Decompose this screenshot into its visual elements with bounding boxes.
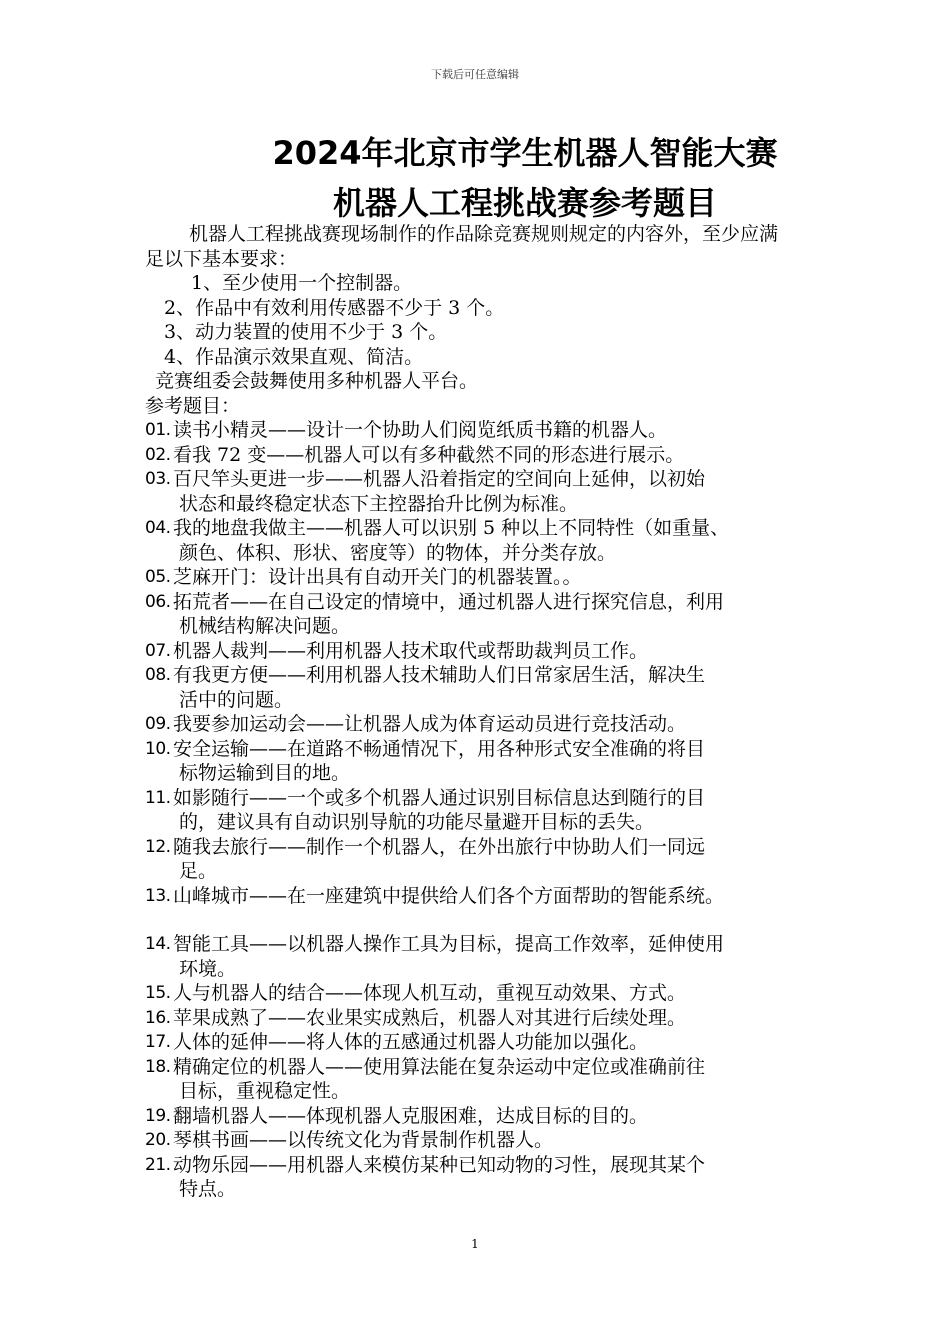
topic-item <box>145 1153 895 1202</box>
topic-text: 读书小精灵——设计一个协助人们阅览纸质书籍的机器人。 <box>173 419 668 441</box>
topic-item <box>145 1128 895 1153</box>
topic-number: 12. <box>145 836 171 857</box>
title-line-2: 机器人工程挑战赛参考题目 <box>332 184 717 222</box>
topic-text: 琴棋书画——以传统文化为背景制作机器人。 <box>173 1129 554 1151</box>
topic-item <box>145 1104 895 1129</box>
topic-text: 山峰城市——在一座建筑中提供给人们各个方面帮助的智能系统。 <box>173 884 725 907</box>
topic-text-continued: 足。 <box>179 860 218 882</box>
topic-text-continued: 活中的问题。 <box>179 688 294 711</box>
topic-item <box>145 1030 895 1055</box>
topic-text: 苹果成熟了——农业果实成熟后，机器人对其进行后续处理。 <box>173 1006 687 1029</box>
topic-item <box>145 443 895 468</box>
topic-text: 安全运输——在道路不畅通情况下，用各种形式安全准确的将目 <box>173 737 706 760</box>
topic-item <box>145 786 895 835</box>
topic-text: 我要参加运动会——让机器人成为体育运动员进行竞技活动。 <box>173 713 687 735</box>
topic-item <box>145 1055 895 1104</box>
topic-item <box>145 565 895 590</box>
topic-text: 翻墙机器人——体现机器人克服困难，达成目标的目的。 <box>173 1104 649 1127</box>
topic-text: 百尺竿头更进一步——机器人沿着指定的空间向上延伸，以初始 <box>173 468 706 490</box>
topic-number: 02. <box>145 444 171 465</box>
title-line-1: 2024年北京市学生机器人智能大赛 <box>272 134 778 172</box>
intro-line-2: 足以下基本要求： <box>145 247 298 270</box>
document-body <box>145 222 895 1202</box>
topic-item <box>145 737 895 786</box>
topic-text: 有我更方便——利用机器人技术辅助人们日常家居生活，解决生 <box>173 664 706 686</box>
topics-list <box>145 418 895 1202</box>
topic-number: 13. <box>145 885 171 906</box>
topic-number: 04. <box>145 518 171 538</box>
topic-text: 拓荒者——在自己设定的情境中，通过机器人进行探究信息，利用 <box>173 590 725 613</box>
page-number: 1 <box>471 1237 479 1251</box>
topic-number: 08. <box>145 665 171 685</box>
requirement-item: 4、作品演示效果直观、简洁。 <box>164 345 424 368</box>
topic-item <box>145 639 895 664</box>
topic-item <box>145 663 895 712</box>
topic-text-continued: 特点。 <box>179 1178 237 1200</box>
topic-text-continued: 机械结构解决问题。 <box>179 615 351 637</box>
topic-text: 人体的延伸——将人体的五感通过机器人功能加以强化。 <box>173 1031 649 1053</box>
topic-number: 10. <box>145 738 171 759</box>
topic-number: 16. <box>145 1007 171 1028</box>
topic-number: 17. <box>145 1032 171 1052</box>
topic-text: 看我 72 变——机器人可以有多种截然不同的形态进行展示。 <box>173 443 685 466</box>
requirement-item: 2、作品中有效利用传感器不少于 3 个。 <box>164 296 505 319</box>
topic-number: 03. <box>145 469 171 489</box>
topic-item <box>145 467 895 516</box>
topic-text-continued: 状态和最终稳定状态下主控器抬升比例为标准。 <box>179 492 579 515</box>
topic-text: 动物乐园——用机器人来模仿某种已知动物的习性，展现其某个 <box>173 1153 706 1176</box>
topic-text: 人与机器人的结合——体现人机互动，重视互动效果、方式。 <box>173 982 687 1004</box>
topic-item <box>145 932 895 981</box>
topic-item <box>145 884 895 909</box>
topic-text: 精确定位的机器人——使用算法能在复杂运动中定位或准确前往 <box>173 1055 706 1078</box>
requirement-item: 1、至少使用一个控制器。 <box>191 272 413 294</box>
topic-number: 11. <box>145 787 171 808</box>
topic-number: 20. <box>145 1130 171 1150</box>
topic-number: 07. <box>145 640 171 661</box>
topic-number: 01. <box>145 420 171 440</box>
topic-number: 09. <box>145 714 171 734</box>
topic-text: 智能工具——以机器人操作工具为目标，提高工作效率，延伸使用 <box>173 933 725 955</box>
topic-text: 如影随行——一个或多个机器人通过识别目标信息达到随行的目 <box>173 786 706 809</box>
blank-line <box>145 908 895 932</box>
topic-text: 芝麻开门：设计出具有自动开关门的机器装置。。 <box>173 566 582 588</box>
topic-text-continued: 颜色、体积、形状、密度等）的物体，并分类存放。 <box>179 541 617 564</box>
topic-number: 18. <box>145 1056 171 1077</box>
topic-text: 随我去旅行——制作一个机器人，在外出旅行中协助人们一同远 <box>173 835 706 858</box>
requirement-item: 3、动力装置的使用不少于 3 个。 <box>164 321 448 343</box>
topic-text: 我的地盘我做主——机器人可以识别 5 种以上不同特性（如重量、 <box>173 517 730 539</box>
topic-number: 14. <box>145 934 171 954</box>
topic-number: 05. <box>145 567 171 587</box>
topic-text-continued: 目标，重视稳定性。 <box>179 1080 351 1102</box>
topic-text-continued: 的，建议具有自动识别导航的功能尽量避开目标的丢失。 <box>179 811 655 833</box>
topic-number: 21. <box>145 1154 171 1175</box>
topic-item <box>145 418 895 443</box>
topic-number: 15. <box>145 983 171 1003</box>
topic-text-continued: 标物运输到目的地。 <box>179 762 351 784</box>
encourage-text: 竞赛组委会鼓舞使用多种机器人平台。 <box>155 370 479 392</box>
topic-item <box>145 1006 895 1031</box>
topic-number: 19. <box>145 1105 171 1126</box>
topic-item <box>145 712 895 737</box>
topic-item <box>145 835 895 884</box>
topic-item <box>145 590 895 639</box>
topic-text-continued: 环境。 <box>179 957 237 980</box>
topic-text: 机器人裁判——利用机器人技术取代或帮助裁判员工作。 <box>173 639 649 662</box>
page-header: 下载后可任意编辑 <box>431 68 519 81</box>
topic-item <box>145 516 895 565</box>
topic-number: 06. <box>145 591 171 612</box>
topic-item <box>145 981 895 1006</box>
topics-label: 参考题目： <box>145 394 241 417</box>
intro-line-1: 机器人工程挑战赛现场制作的作品除竞赛规则规定的内容外，至少应满 <box>189 223 779 245</box>
